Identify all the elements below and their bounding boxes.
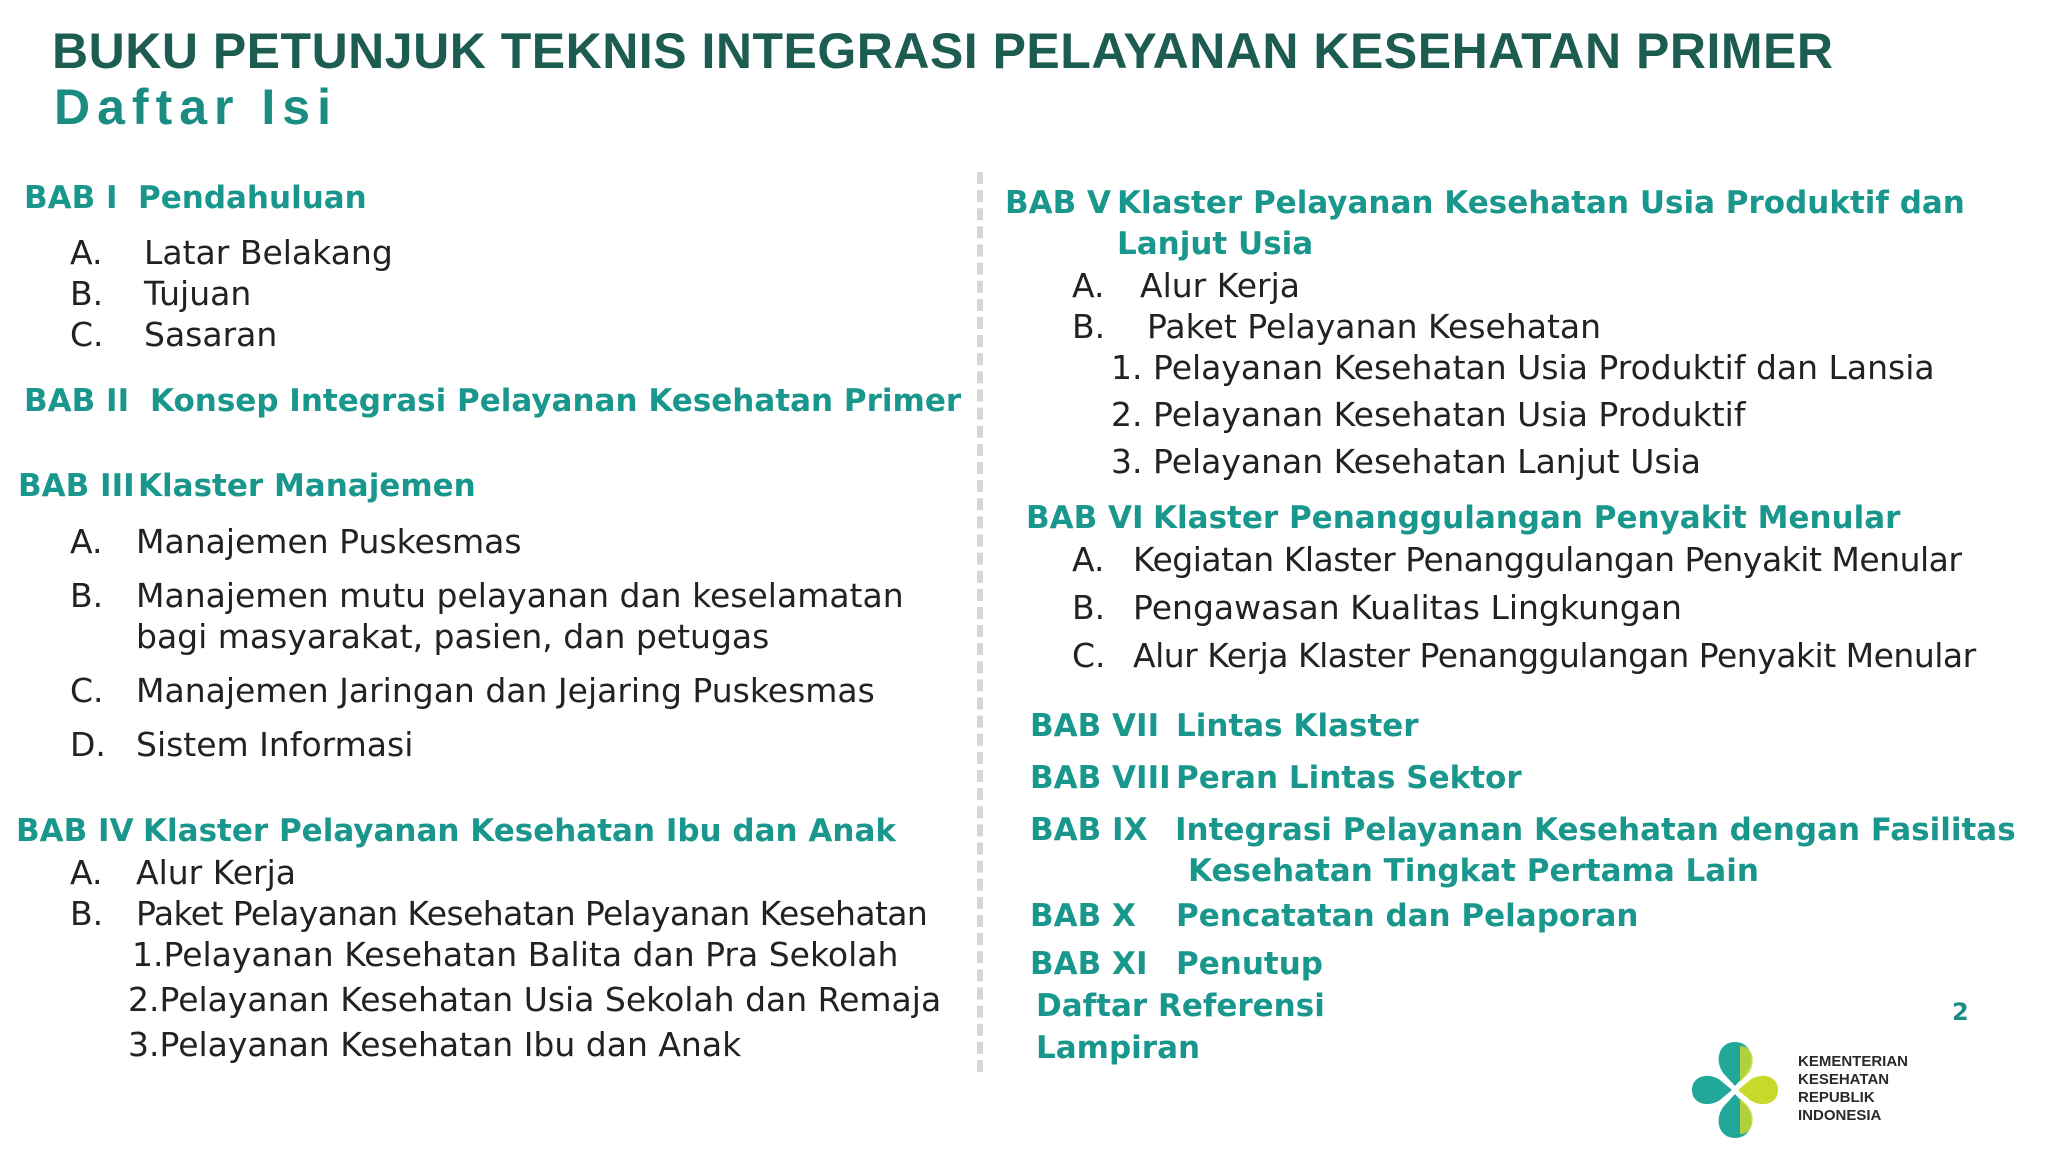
bab-1-item: Sasaran	[144, 315, 278, 354]
ministry-name-line: KESEHATAN	[1798, 1071, 1890, 1088]
bab-11-title: Penutup	[1176, 946, 1323, 982]
bab-3-item: Manajemen Puskesmas	[136, 522, 522, 561]
bab-6-item-letter: B.	[1072, 588, 1106, 627]
bab-1-number: BAB I	[24, 180, 118, 216]
bab-1-item-letter: B.	[70, 274, 104, 313]
bab-6-title: Klaster Penanggulangan Penyakit Menular	[1153, 500, 1901, 536]
bab-5-title-continued: Lanjut Usia	[1117, 226, 1314, 262]
bab-5-subitem: 1. Pelayanan Kesehatan Usia Produktif dan Lansia	[1111, 348, 1935, 387]
bab-5-item-letter: B.	[1072, 307, 1106, 346]
appendix-heading: Lampiran	[1036, 1030, 1201, 1066]
ministry-name	[1798, 1053, 1938, 1125]
bab-11-number: BAB XI	[1030, 946, 1148, 982]
bab-3-item-continued: bagi masyarakat, pasien, dan petugas	[136, 617, 770, 656]
bab-1-item: Tujuan	[144, 274, 252, 313]
references-heading: Daftar Referensi	[1036, 988, 1325, 1024]
bab-10-title: Pencatatan dan Pelaporan	[1176, 898, 1639, 934]
bab-6-item: Kegiatan Klaster Penanggulangan Penyakit Menular	[1133, 540, 1962, 579]
page-number: 2	[1952, 998, 1969, 1026]
ministry-name-line: INDONESIA	[1798, 1107, 1882, 1124]
bab-1-item-letter: C.	[70, 315, 104, 354]
bab-9-title: Integrasi Pelayanan Kesehatan dengan Fasilitas	[1175, 812, 2016, 848]
bab-2-title: Konsep Integrasi Pelayanan Kesehatan Primer	[150, 383, 962, 419]
bab-8-number: BAB VIII	[1030, 760, 1171, 796]
document-title: BUKU PETUNJUK TEKNIS INTEGRASI PELAYANAN KESEHATAN PRIMER	[52, 23, 1834, 79]
bab-4-item: Alur Kerja	[136, 853, 296, 892]
bab-4-title: Klaster Pelayanan Kesehatan Ibu dan Anak	[143, 813, 896, 849]
bab-3-number: BAB III	[18, 468, 135, 504]
bab-9-title-continued: Kesehatan Tingkat Pertama Lain	[1188, 853, 1759, 889]
bab-1-item-letter: A.	[70, 233, 103, 272]
bab-5-item: Alur Kerja	[1140, 266, 1300, 305]
bab-6-number: BAB VI	[1026, 500, 1144, 536]
bab-4-item: Paket Pelayanan Kesehatan Pelayanan Kesehatan	[136, 894, 928, 933]
bab-2-number: BAB II	[24, 383, 130, 419]
bab-6-item: Pengawasan Kualitas Lingkungan	[1133, 588, 1682, 627]
bab-3-item: Sistem Informasi	[136, 725, 414, 764]
bab-3-item-letter: B.	[70, 576, 104, 615]
bab-5-item: Paket Pelayanan Kesehatan	[1147, 307, 1602, 346]
bab-5-title: Klaster Pelayanan Kesehatan Usia Produktif dan	[1117, 185, 1965, 221]
bab-1-title: Pendahuluan	[138, 180, 367, 216]
page-subtitle: Daftar Isi	[54, 79, 338, 135]
bab-7-title: Lintas Klaster	[1176, 708, 1419, 744]
bab-4-number: BAB IV	[16, 813, 134, 849]
bab-4-subitem: 3.Pelayanan Kesehatan Ibu dan Anak	[128, 1025, 742, 1064]
bab-8-title: Peran Lintas Sektor	[1176, 760, 1522, 796]
bab-5-item-letter: A.	[1072, 266, 1105, 305]
bab-6-item: Alur Kerja Klaster Penanggulangan Penyakit Menular	[1133, 636, 1976, 675]
bab-4-item-letter: A.	[70, 853, 103, 892]
bab-5-subitem: 3. Pelayanan Kesehatan Lanjut Usia	[1111, 442, 1701, 481]
bab-3-item: Manajemen mutu pelayanan dan keselamatan	[136, 576, 904, 615]
bab-3-item-letter: D.	[70, 725, 106, 764]
ministry-name-line: KEMENTERIAN	[1798, 1053, 1909, 1070]
bab-7-number: BAB VII	[1030, 708, 1160, 744]
bab-1-item: Latar Belakang	[144, 233, 393, 272]
bab-5-number: BAB V	[1005, 185, 1112, 221]
bab-4-subitem: 2.Pelayanan Kesehatan Usia Sekolah dan Remaja	[128, 980, 942, 1019]
bab-9-number: BAB IX	[1030, 812, 1148, 848]
bab-3-item-letter: C.	[70, 671, 104, 710]
bab-3-item-letter: A.	[70, 522, 103, 561]
bab-3-title: Klaster Manajemen	[138, 468, 476, 504]
ministry-name-line: REPUBLIK	[1798, 1089, 1875, 1106]
column-divider	[977, 172, 983, 1072]
bab-4-item-letter: B.	[70, 894, 104, 933]
kemenkes-logo-icon	[1690, 1040, 1780, 1140]
bab-4-subitem: 1.Pelayanan Kesehatan Balita dan Pra Sekolah	[132, 935, 899, 974]
bab-6-item-letter: A.	[1072, 540, 1105, 579]
bab-5-subitem: 2. Pelayanan Kesehatan Usia Produktif	[1111, 395, 1746, 434]
bab-6-item-letter: C.	[1072, 636, 1106, 675]
bab-3-item: Manajemen Jaringan dan Jejaring Puskesmas	[136, 671, 875, 710]
bab-10-number: BAB X	[1030, 898, 1136, 934]
